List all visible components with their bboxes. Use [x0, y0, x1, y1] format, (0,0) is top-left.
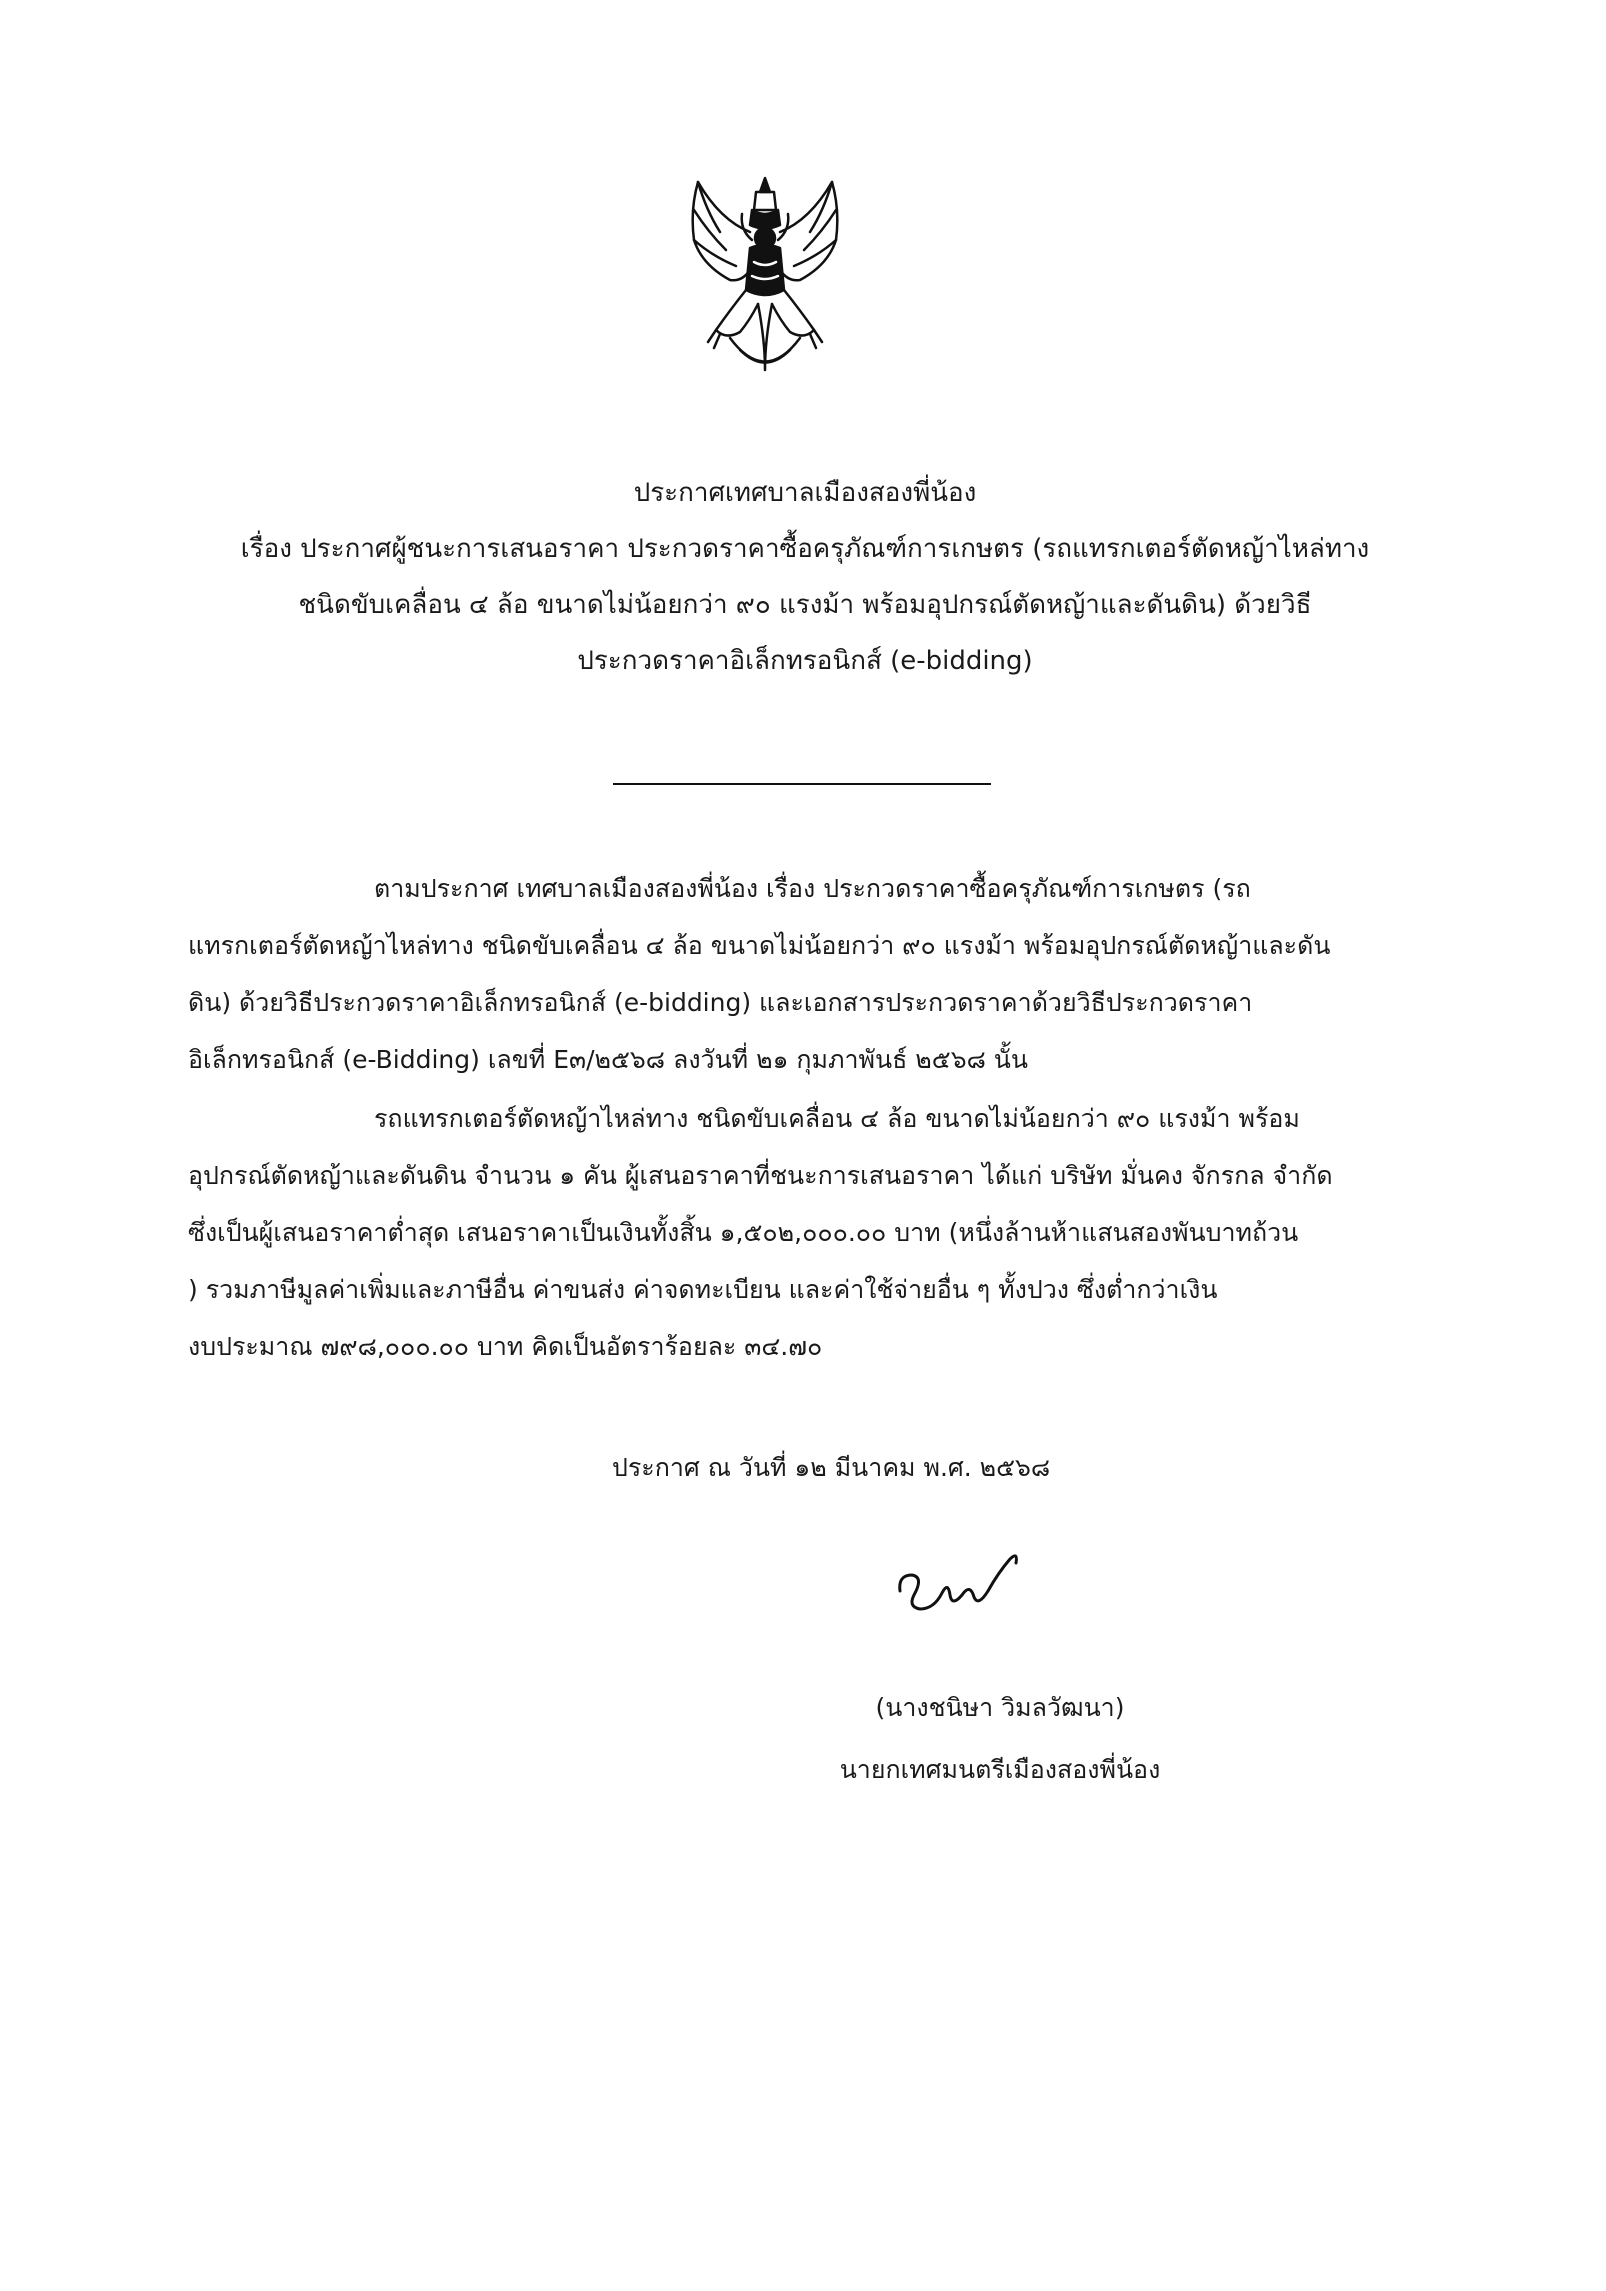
heading-divider: [613, 783, 991, 785]
announcement-date: ประกาศ ณ วันที่ ๑๒ มีนาคม พ.ศ. ๒๕๖๘: [612, 1453, 1051, 1482]
paragraph-1-line-4: อิเล็กทรอนิกส์ (e-Bidding) เลขที่ E๓/๒๕๖๘ ลงวันที่ ๒๑ กุมภาพันธ์ ๒๕๖๘ นั้น: [188, 1045, 1028, 1074]
signer-title: นายกเทศมนตรีเมืองสองพี่น้อง: [839, 1755, 1161, 1784]
paragraph-2-line-3: ซึ่งเป็นผู้เสนอราคาต่ำสุด เสนอราคาเป็นเงินทั้งสิ้น ๑,๕๐๒,๐๐๐.๐๐ บาท (หนึ่งล้านห้าแสนสองพันบาทถ้วน: [188, 1218, 1299, 1247]
document-heading: [180, 465, 1430, 689]
garuda-emblem-icon: [680, 170, 850, 385]
signer-name: (นางชนิษา วิมลวัฒนา): [875, 1693, 1125, 1722]
heading-line-1: ประกาศเทศบาลเมืองสองพี่น้อง: [633, 478, 977, 508]
heading-line-3: ชนิดขับเคลื่อน ๔ ล้อ ขนาดไม่น้อยกว่า ๙๐ แรงม้า พร้อมอุปกรณ์ตัดหญ้าและดันดิน) ด้วยวิธี: [298, 590, 1312, 620]
handwritten-signature-icon: [890, 1545, 1030, 1625]
paragraph-2-line-5: งบประมาณ ๗๙๘,๐๐๐.๐๐ บาท คิดเป็นอัตราร้อยละ ๓๔.๗๐: [188, 1332, 823, 1361]
paragraph-2: [188, 1090, 1443, 1375]
paragraph-2-line-4: ) รวมภาษีมูลค่าเพิ่มและภาษีอื่น ค่าขนส่ง ค่าจดทะเบียน และค่าใช้จ่ายอื่น ๆ ทั้งปวง ซึ่งต่ำกว่าเงิน: [188, 1275, 1218, 1304]
paragraph-1: [188, 860, 1443, 1088]
paragraph-1-line-1: ตามประกาศ เทศบาลเมืองสองพี่น้อง เรื่อง ประกวดราคาซื้อครุภัณฑ์การเกษตร (รถ: [374, 874, 1251, 903]
heading-line-2: เรื่อง ประกาศผู้ชนะการเสนอราคา ประกวดราคาซื้อครุภัณฑ์การเกษตร (รถแทรกเตอร์ตัดหญ้าไหล่ทาง: [240, 534, 1370, 564]
paragraph-2-line-1: รถแทรกเตอร์ตัดหญ้าไหล่ทาง ชนิดขับเคลื่อน ๔ ล้อ ขนาดไม่น้อยกว่า ๙๐ แรงม้า พร้อม: [374, 1104, 1300, 1133]
heading-line-4: ประกวดราคาอิเล็กทรอนิกส์ (e-bidding): [577, 646, 1033, 676]
paragraph-1-line-2: แทรกเตอร์ตัดหญ้าไหล่ทาง ชนิดขับเคลื่อน ๔ ล้อ ขนาดไม่น้อยกว่า ๙๐ แรงม้า พร้อมอุปกรณ์ตัดหญ้าและดัน: [188, 931, 1331, 960]
paragraph-1-line-3: ดิน) ด้วยวิธีประกวดราคาอิเล็กทรอนิกส์ (e-bidding) และเอกสารประกวดราคาด้วยวิธีประกวดราคา: [188, 988, 1253, 1017]
paragraph-2-line-2: อุปกรณ์ตัดหญ้าและดันดิน จำนวน ๑ คัน ผู้เสนอราคาที่ชนะการเสนอราคา ได้แก่ บริษัท มั่นคง จักรกล จำกัด: [188, 1161, 1333, 1190]
